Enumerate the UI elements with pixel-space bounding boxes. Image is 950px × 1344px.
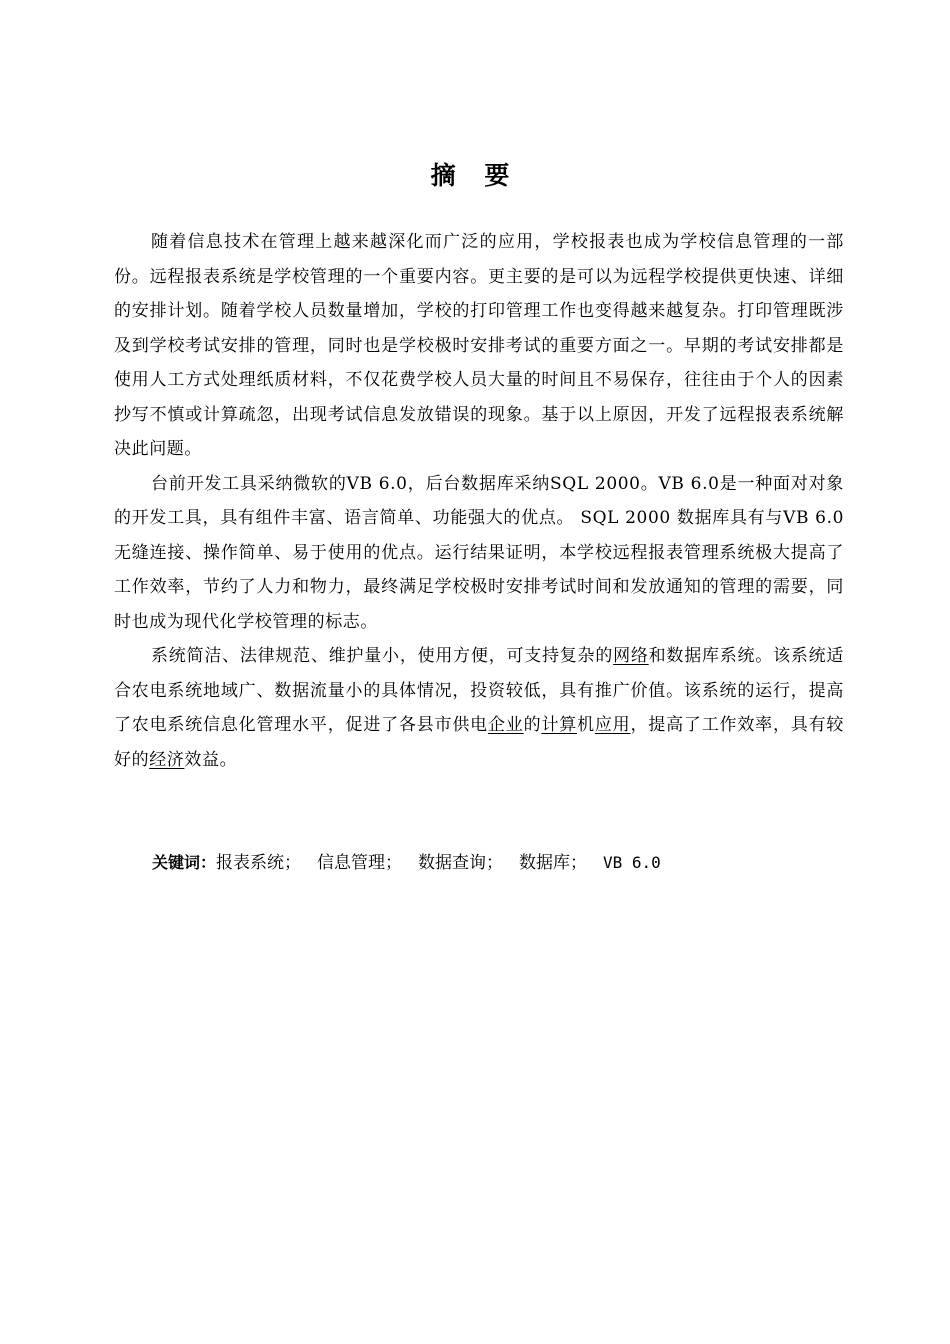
link-application[interactable]: 应用 [594, 715, 631, 735]
paragraph-text: 和数据库系统。该系统适合农电系统地域广、数据流量小的具体情况，投资较低，具有推广价值。该系统的运行，提高了农电系统信息化管理水平，促进了各县市供电 [114, 646, 844, 735]
abstract-paragraph-1 [114, 225, 844, 467]
paragraph-text: 随着信息技术在管理上越来越深化而广泛的应用，学校报表也成为学校信息管理的一部份。远程报表系统是学校管理的一个重要内容。更主要的是可以为远程学校提供更快速、详细的安排计划。随着学校人员数量增加，学校的打印管理工作也变得越来越复杂。打印管理既涉及到学校考试安排的管理，同时也是学校极时安排考试的重要方面之一。早期的考试安排都是使用人工方式处理纸质材料，不仅花费学校人员大量的时间且不易保存，往往由于个人的因素抄写不慎或计算疏忽，出现考试信息发放错误的现象。基于以上原因，开发了远程报表系统解决此问题。 [114, 232, 844, 459]
paragraph-text: 机 [577, 715, 595, 735]
keywords-label: 关键词： [152, 853, 217, 872]
link-network[interactable]: 网络 [613, 646, 649, 666]
keyword-item: 数据查询； [418, 853, 504, 873]
abstract-title: 摘 要 [430, 161, 520, 190]
keywords-line [152, 848, 661, 878]
keyword-item: VB 6.0 [603, 853, 661, 872]
link-enterprise[interactable]: 企业 [488, 715, 524, 735]
abstract-paragraph-2 [114, 467, 844, 640]
paragraph-text: 效益。 [184, 749, 238, 770]
paragraph-text: ，提高了工作效率，具有较好的 [114, 715, 844, 770]
link-compute[interactable]: 计算 [541, 715, 578, 735]
paragraph-text: 台前开发工具采纳微软的VB 6.0，后台数据库采纳SQL 2000。VB 6.0是一种面对对象的开发工具，具有组件丰富、语言简单、功能强大的优点。 SQL 2000 数据库具有与VB 6.0无缝连接、操作简单、易于使用的优点。运行结果证明，本学校远程报表管理系统极大提高了工作效率，节约了人力和物力，最终满足学校极时安排考试时间和发放通知的管理的需要，同时也成为现代化学校管理的标志。 [114, 473, 844, 632]
keyword-item: 报表系统； [216, 853, 302, 873]
paragraph-text: 的 [523, 715, 542, 735]
abstract-body [114, 225, 844, 777]
paragraph-text: 系统简洁、法律规范、维护量小，使用方便，可支持复杂的 [151, 646, 614, 666]
abstract-paragraph-3 [114, 639, 844, 777]
link-economy[interactable]: 经济 [149, 749, 185, 770]
keyword-item: 数据库； [519, 853, 588, 873]
keyword-item: 信息管理； [317, 853, 403, 873]
